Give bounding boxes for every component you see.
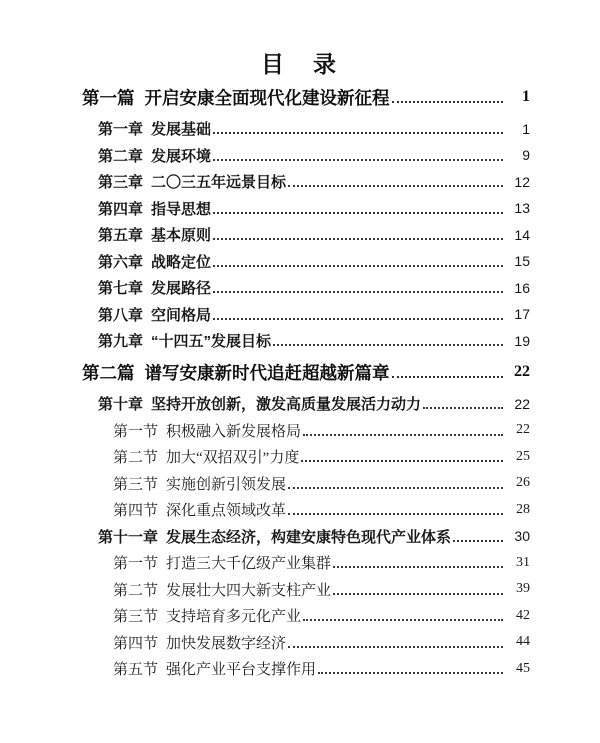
toc-entry-page: 39 [516, 581, 530, 597]
toc-entry-title: 基本原则 [151, 227, 212, 245]
toc-entry [0, 248, 600, 275]
dot-leader [288, 504, 503, 515]
toc-entry-title: 深化重点领域改革 [166, 503, 287, 520]
dot-leader [301, 451, 503, 462]
toc-entry [0, 550, 600, 577]
toc-entry-label: 第九章 [98, 333, 144, 351]
toc-entry-label: 第三节 [113, 609, 159, 626]
document-page [0, 46, 600, 743]
dot-leader [213, 203, 503, 214]
dot-leader [213, 229, 503, 240]
toc-entry-page: 16 [514, 279, 530, 296]
toc-entry-page: 22 [516, 422, 530, 438]
dot-leader [213, 256, 503, 267]
dot-leader [423, 398, 503, 409]
toc-entry [0, 497, 600, 524]
toc-entry-label: 第四节 [113, 635, 159, 652]
toc-entry-title: 指导思想 [151, 200, 212, 218]
toc-entry-label: 第一节 [113, 556, 159, 573]
toc-entry [0, 84, 600, 111]
toc-entry-label: 第七章 [98, 280, 144, 298]
toc-entry [0, 195, 600, 222]
page-title: 目 录 [261, 51, 339, 77]
toc-entry-page: 30 [514, 528, 530, 545]
toc-entry-page: 25 [516, 448, 530, 464]
dot-leader [333, 557, 503, 568]
toc-entry [0, 222, 600, 249]
dot-leader [288, 478, 503, 489]
toc-entry [0, 629, 600, 656]
toc-entry [0, 275, 600, 302]
dot-leader [213, 282, 503, 293]
toc-entry-page: 26 [516, 475, 530, 491]
toc-entry [0, 301, 600, 328]
toc-entry [0, 576, 600, 603]
toc-entry [0, 169, 600, 196]
toc-entry-label: 第五章 [98, 227, 144, 245]
toc-entry-title: 发展环境 [151, 147, 212, 165]
toc-entry-label: 第一篇 [82, 87, 135, 108]
toc-entry-page: 45 [516, 660, 530, 676]
toc-entry-page: 1 [522, 120, 530, 137]
toc-entry-title: 二〇三五年远景目标 [151, 174, 287, 192]
toc-entry-page: 22 [514, 363, 530, 381]
toc-entry-title: 发展路径 [151, 280, 212, 298]
toc-entry-title: 支持培育多元化产业 [166, 609, 302, 626]
toc-entry [0, 359, 600, 386]
toc-entry-label: 第二篇 [82, 362, 135, 383]
toc-entry-page: 13 [514, 200, 530, 217]
toc-entry-page: 22 [514, 395, 530, 412]
dot-leader [213, 123, 503, 134]
toc-entry-page: 12 [514, 173, 530, 190]
toc-entry-title: 强化产业平台支撑作用 [166, 662, 317, 679]
toc-entry [0, 328, 600, 355]
dot-leader [213, 150, 503, 161]
table-of-contents [0, 84, 600, 682]
dot-leader [273, 335, 503, 346]
toc-entry-title: 战略定位 [151, 253, 212, 271]
toc-entry-page: 31 [516, 554, 530, 570]
toc-entry-title: 开启安康全面现代化建设新征程 [144, 87, 390, 108]
toc-entry [0, 142, 600, 169]
toc-entry-title: 发展壮大四大新支柱产业 [166, 582, 332, 599]
toc-entry-page: 19 [514, 332, 530, 349]
dot-leader [333, 584, 503, 595]
toc-entry-label: 第八章 [98, 306, 144, 324]
dot-leader [392, 367, 504, 378]
toc-entry-page: 14 [514, 226, 530, 243]
toc-entry-label: 第三节 [113, 476, 159, 493]
toc-entry [0, 523, 600, 550]
toc-entry-label: 第二节 [113, 582, 159, 599]
toc-entry [0, 116, 600, 143]
toc-entry-title: 加快发展数字经济 [166, 635, 287, 652]
dot-leader [453, 531, 503, 542]
toc-entry-title: 空间格局 [151, 306, 212, 324]
toc-entry-page: 28 [516, 501, 530, 517]
dot-leader [392, 92, 504, 103]
toc-entry-label: 第一节 [113, 423, 159, 440]
toc-entry [0, 603, 600, 630]
toc-entry-title: 发展基础 [151, 121, 212, 139]
toc-entry-label: 第十一章 [98, 528, 159, 546]
toc-entry-page: 9 [522, 147, 530, 164]
toc-entry [0, 470, 600, 497]
dot-leader [288, 637, 503, 648]
toc-entry [0, 391, 600, 418]
toc-entry-title: 谱写安康新时代追赶超越新篇章 [144, 362, 390, 383]
toc-entry-page: 15 [514, 253, 530, 270]
toc-entry-title: 加大“双招双引”力度 [166, 450, 300, 467]
toc-entry-label: 第二节 [113, 450, 159, 467]
toc-entry-label: 第四章 [98, 200, 144, 218]
toc-entry-page: 17 [514, 306, 530, 323]
toc-entry-label: 第三章 [98, 174, 144, 192]
dot-leader [288, 176, 503, 187]
dot-leader [213, 309, 503, 320]
toc-entry-page: 44 [516, 634, 530, 650]
toc-entry-label: 第四节 [113, 503, 159, 520]
toc-entry-label: 第二章 [98, 147, 144, 165]
toc-entry [0, 417, 600, 444]
toc-entry-label: 第十章 [98, 396, 144, 414]
toc-entry-title: 实施创新引领发展 [166, 476, 287, 493]
toc-entry [0, 656, 600, 683]
toc-entry [0, 444, 600, 471]
toc-entry-label: 第六章 [98, 253, 144, 271]
dot-leader [303, 610, 503, 621]
dot-leader [303, 425, 503, 436]
toc-entry-label: 第五节 [113, 662, 159, 679]
toc-entry-title: “十四五”发展目标 [151, 333, 272, 351]
toc-entry-page: 1 [522, 88, 530, 106]
toc-entry-title: 打造三大千亿级产业集群 [166, 556, 332, 573]
toc-entry-title: 积极融入新发展格局 [166, 423, 302, 440]
toc-entry-title: 坚持开放创新，激发高质量发展活力动力 [151, 396, 422, 414]
toc-entry-label: 第一章 [98, 121, 144, 139]
dot-leader [318, 663, 503, 674]
toc-entry-page: 42 [516, 607, 530, 623]
toc-entry-title: 发展生态经济，构建安康特色现代产业体系 [166, 528, 452, 546]
